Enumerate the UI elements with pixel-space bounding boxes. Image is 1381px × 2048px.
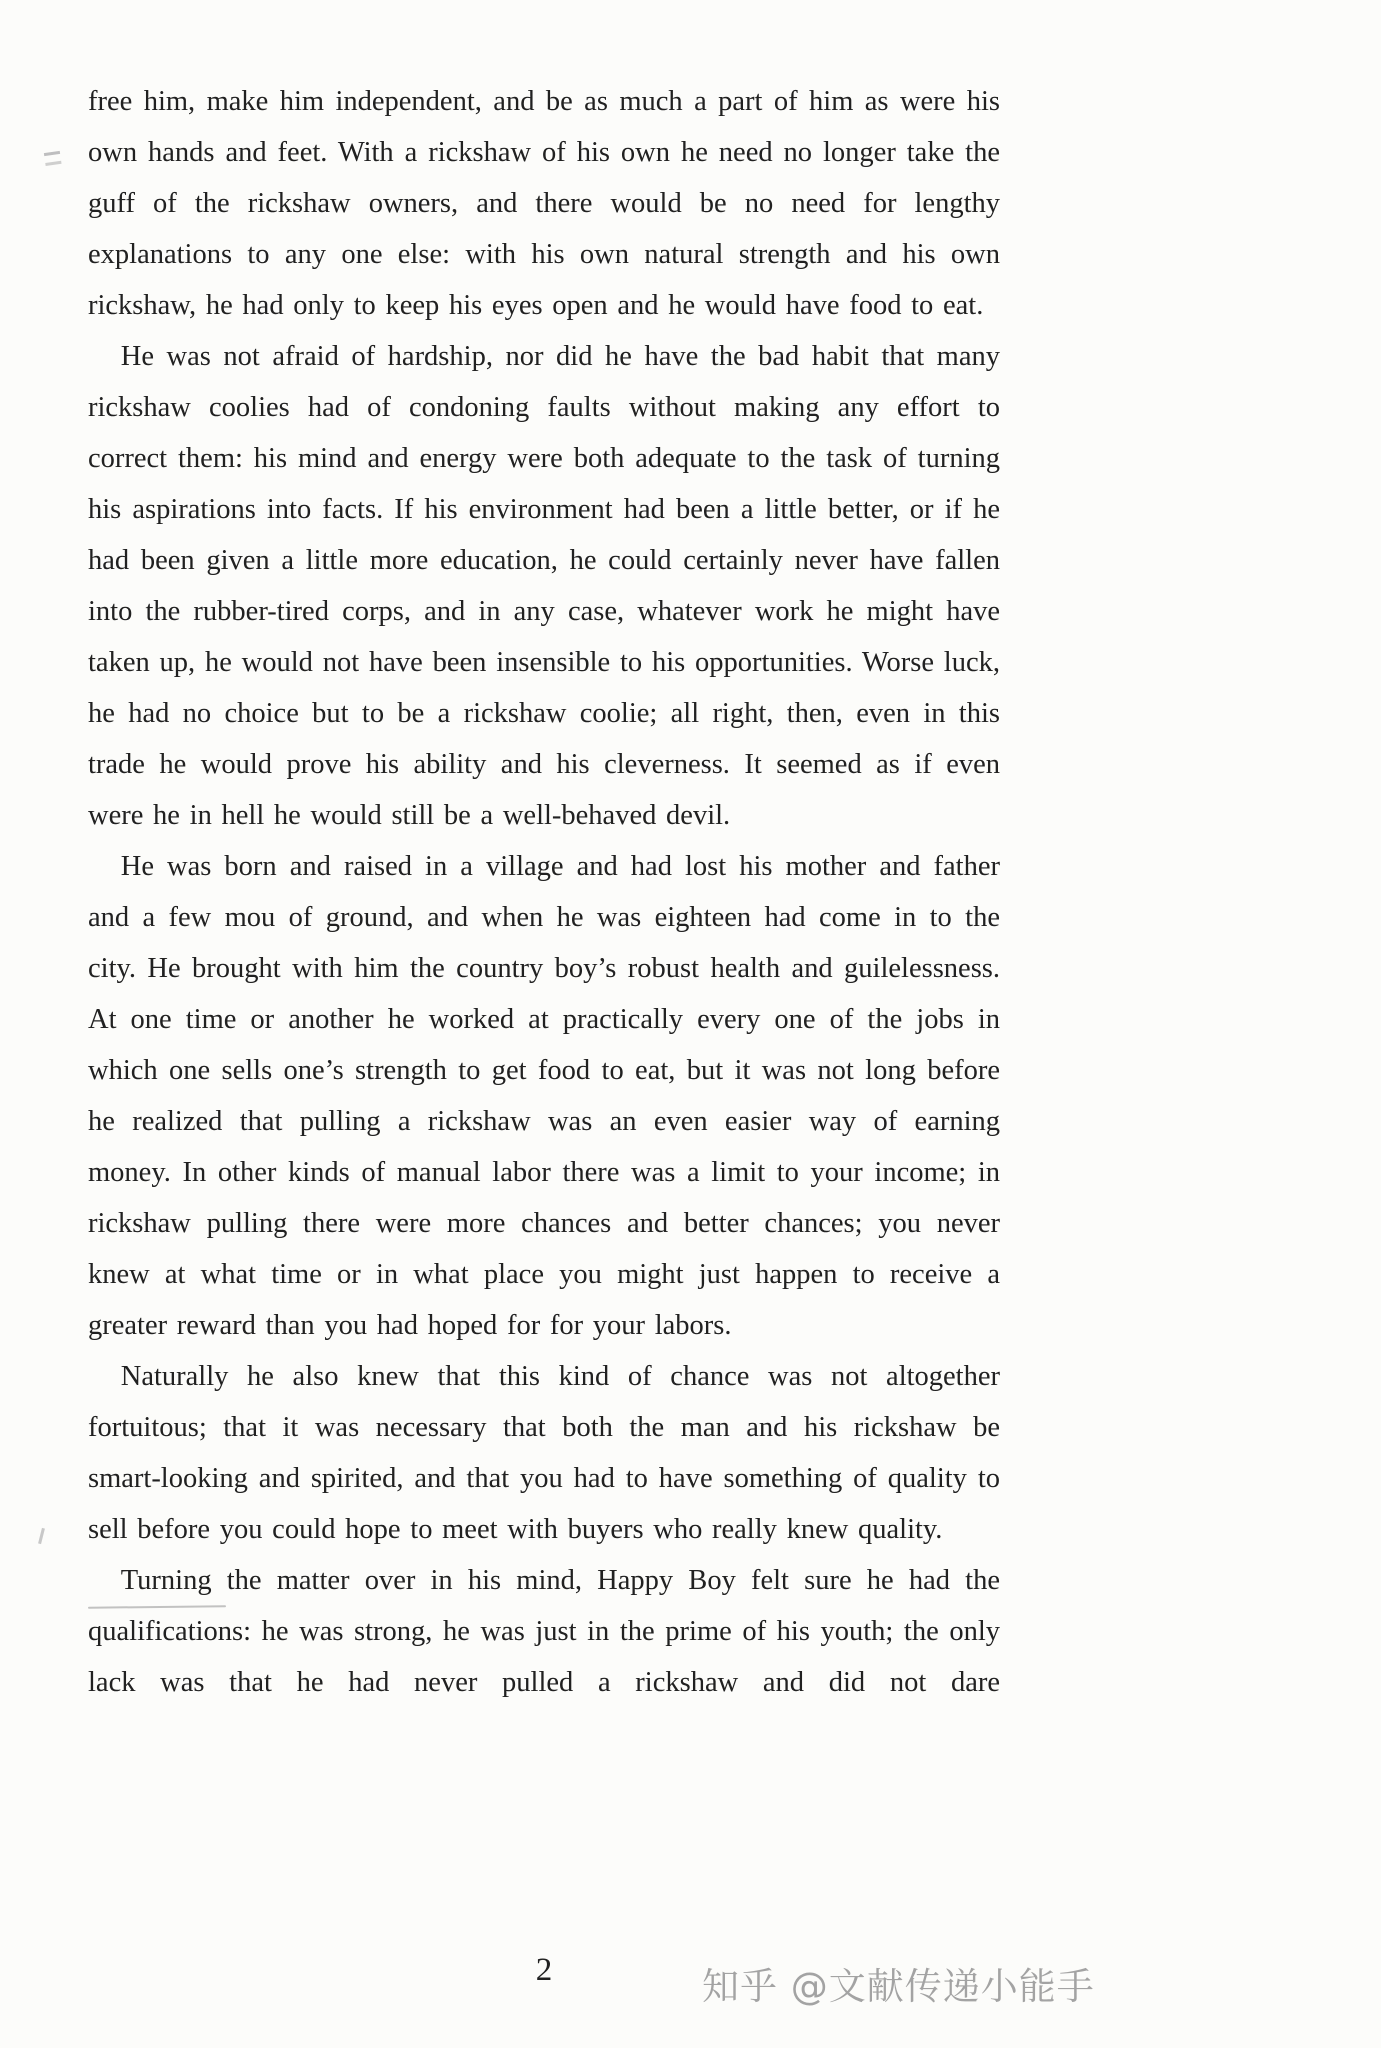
paragraph-4: Naturally he also knew that this kind of chance was not altogether fortuitous; that it was necessary that both the man and his rickshaw be smart-looking and spirited, and that you had to have something of quality to sell before you could hope to meet with buyers who really knew quality. bbox=[88, 1361, 1000, 1545]
paragraph-1: free him, make him independent, and be as much a part of him as were his own hands and feet. With a rickshaw of his own he need no longer take the guff of the rickshaw owners, and there would be no need for lengthy explanations to any one else: with his own natural strength and his own rickshaw, he had only to keep his eyes open and he would have food to eat. bbox=[88, 86, 1000, 321]
scan-artifact bbox=[38, 1528, 45, 1544]
paragraph-5: Turning the matter over in his mind, Happy Boy felt sure he had the qualifications: he was strong, he was just in the prime of his youth; the only lack was that he had never pulled a rickshaw and did not dare bbox=[88, 1565, 1000, 1698]
watermark: 知乎 @文献传递小能手 bbox=[702, 1965, 1095, 2008]
scan-artifact bbox=[44, 151, 60, 156]
paragraph-3: He was born and raised in a village and had lost his mother and father and a few mou of ground, and when he was eighteen had come in to the city. He brought with him the country boy’s robust health and guilelessness. At one time or another he worked at practically every one of the jobs in which one sells one’s strength to get food to eat, but it was not long before he realized that pulling a rickshaw was an even easier way of earning money. In other kinds of manual labor there was a limit to your income; in rickshaw pulling there were more chances and better chances; you never knew at what time or in what place you might just happen to receive a greater reward than you had hoped for for your labors. bbox=[88, 851, 1000, 1341]
page-number: 2 bbox=[535, 1952, 553, 1988]
paragraph-2: He was not afraid of hardship, nor did he have the bad habit that many rickshaw coolies had of condoning faults without making any effort to correct them: his mind and energy were both adequate to the task of turning his aspirations into facts. If his environment had been a little better, or if he had been given a little more education, he could certainly never have fallen into the rubber-tired corps, and in any case, whatever work he might have taken up, he would not have been insensible to his opportunities. Worse luck, he had no choice but to be a rickshaw coolie; all right, then, even in this trade he would prove his ability and his cleverness. It seemed as if even were he in hell he would still be a well-behaved devil. bbox=[88, 341, 1000, 831]
page-text bbox=[88, 76, 1000, 1708]
